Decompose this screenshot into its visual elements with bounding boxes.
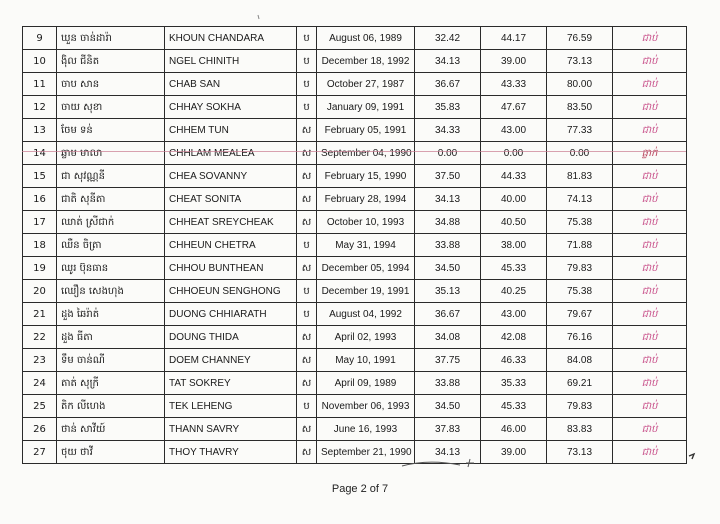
score-2: 46.00 [481, 418, 547, 441]
result-mark: ជាប់ [613, 234, 687, 257]
result-mark: ជាប់ [613, 441, 687, 464]
khmer-name: ជាតិ សុនីតា [57, 188, 165, 211]
latin-name: KHOUN CHANDARA [165, 27, 297, 50]
row-number: 10 [23, 50, 57, 73]
khmer-name: ឆ្លាម មាលា [57, 142, 165, 165]
total-score: 73.13 [547, 50, 613, 73]
date-of-birth: November 06, 1993 [317, 395, 415, 418]
total-score: 73.13 [547, 441, 613, 464]
score-2: 43.00 [481, 303, 547, 326]
table-row [23, 73, 687, 96]
result-mark: ជាប់ [613, 165, 687, 188]
score-1: 35.13 [415, 280, 481, 303]
row-number: 11 [23, 73, 57, 96]
gender: ប [297, 280, 317, 303]
table-row [23, 257, 687, 280]
total-score: 76.59 [547, 27, 613, 50]
latin-name: CHHEAT SREYCHEAK [165, 211, 297, 234]
latin-name: CHAB SAN [165, 73, 297, 96]
khmer-name: ឃួន ចាន់ដារ៉ា [57, 27, 165, 50]
result-mark: ជាប់ [613, 372, 687, 395]
date-of-birth: May 31, 1994 [317, 234, 415, 257]
date-of-birth: October 27, 1987 [317, 73, 415, 96]
handwritten-scribble [400, 457, 490, 469]
latin-name: CHHOEUN SENGHONG [165, 280, 297, 303]
page-number: Page 2 of 7 [331, 483, 389, 495]
score-2: 39.00 [481, 441, 547, 464]
gender: ប [297, 96, 317, 119]
row-number: 21 [23, 303, 57, 326]
score-1: 34.13 [415, 441, 481, 464]
latin-name: DOUNG THIDA [165, 326, 297, 349]
date-of-birth: September 21, 1990 [317, 441, 415, 464]
latin-name: NGEL CHINITH [165, 50, 297, 73]
date-of-birth: October 10, 1993 [317, 211, 415, 234]
score-1: 32.42 [415, 27, 481, 50]
latin-name: CHEA SOVANNY [165, 165, 297, 188]
score-2: 47.67 [481, 96, 547, 119]
gender: ប [297, 50, 317, 73]
date-of-birth: December 18, 1992 [317, 50, 415, 73]
row-number: 26 [23, 418, 57, 441]
table-row [23, 372, 687, 395]
score-2: 46.33 [481, 349, 547, 372]
khmer-name: ដួង ឆៃរ៉ាត់ [57, 303, 165, 326]
gender: ប [297, 234, 317, 257]
row-number: 14 [23, 142, 57, 165]
score-2: 40.50 [481, 211, 547, 234]
row-number: 18 [23, 234, 57, 257]
date-of-birth: April 09, 1989 [317, 372, 415, 395]
gender: ស [297, 142, 317, 165]
date-of-birth: December 05, 1994 [317, 257, 415, 280]
latin-name: DOEM CHANNEY [165, 349, 297, 372]
total-score: 84.08 [547, 349, 613, 372]
student-results-table [22, 26, 687, 464]
score-1: 37.75 [415, 349, 481, 372]
table-row [23, 418, 687, 441]
score-2: 43.00 [481, 119, 547, 142]
score-2: 44.17 [481, 27, 547, 50]
row-number: 15 [23, 165, 57, 188]
date-of-birth: April 02, 1993 [317, 326, 415, 349]
score-1: 36.67 [415, 73, 481, 96]
gender: ស [297, 372, 317, 395]
khmer-name: ឈឿន សេងហុង [57, 280, 165, 303]
latin-name: CHHAY SOKHA [165, 96, 297, 119]
total-score: 81.83 [547, 165, 613, 188]
row-number: 23 [23, 349, 57, 372]
total-score: 75.38 [547, 211, 613, 234]
row-number: 24 [23, 372, 57, 395]
khmer-name: ទឹម ចាន់ណី [57, 349, 165, 372]
table-row [23, 119, 687, 142]
khmer-name: តិក លីហេង [57, 395, 165, 418]
total-score: 76.16 [547, 326, 613, 349]
ink-mark [257, 14, 263, 20]
result-mark: ជាប់ [613, 119, 687, 142]
result-mark: ជាប់ [613, 96, 687, 119]
score-1: 33.88 [415, 372, 481, 395]
score-1: 0.00 [415, 142, 481, 165]
score-1: 34.50 [415, 257, 481, 280]
score-2: 45.33 [481, 257, 547, 280]
score-1: 34.50 [415, 395, 481, 418]
table-row [23, 96, 687, 119]
row-number: 9 [23, 27, 57, 50]
date-of-birth: September 04, 1990 [317, 142, 415, 165]
latin-name: CHHEM TUN [165, 119, 297, 142]
date-of-birth: February 15, 1990 [317, 165, 415, 188]
gender: ស [297, 257, 317, 280]
khmer-name: ចែម ទន់ [57, 119, 165, 142]
table-row [23, 50, 687, 73]
khmer-name: ជា សុវណ្ណនី [57, 165, 165, 188]
table-row [23, 441, 687, 464]
latin-name: CHEAT SONITA [165, 188, 297, 211]
row-number: 19 [23, 257, 57, 280]
date-of-birth: June 16, 1993 [317, 418, 415, 441]
score-2: 0.00 [481, 142, 547, 165]
result-mark: ជាប់ [613, 395, 687, 418]
khmer-name: ឈូរ ប៊ុនធាន [57, 257, 165, 280]
total-score: 75.38 [547, 280, 613, 303]
khmer-name: ដួង ធីតា [57, 326, 165, 349]
score-2: 42.08 [481, 326, 547, 349]
total-score: 0.00 [547, 142, 613, 165]
row-number: 25 [23, 395, 57, 418]
date-of-birth: January 09, 1991 [317, 96, 415, 119]
table-row [23, 211, 687, 234]
latin-name: CHHEUN CHETRA [165, 234, 297, 257]
gender: ស [297, 441, 317, 464]
gender: ស [297, 188, 317, 211]
date-of-birth: August 04, 1992 [317, 303, 415, 326]
table-row [23, 280, 687, 303]
gender: ស [297, 119, 317, 142]
gender: ស [297, 326, 317, 349]
latin-name: CHHOU BUNTHEAN [165, 257, 297, 280]
khmer-name: តាត់ សុក្រី [57, 372, 165, 395]
score-1: 34.08 [415, 326, 481, 349]
row-number: 22 [23, 326, 57, 349]
total-score: 69.21 [547, 372, 613, 395]
row-number: 13 [23, 119, 57, 142]
khmer-name: ចាយ សុខា [57, 96, 165, 119]
result-mark: ជាប់ [613, 418, 687, 441]
date-of-birth: December 19, 1991 [317, 280, 415, 303]
latin-name: THANN SAVRY [165, 418, 297, 441]
score-2: 40.25 [481, 280, 547, 303]
score-1: 34.13 [415, 50, 481, 73]
score-1: 37.83 [415, 418, 481, 441]
total-score: 77.33 [547, 119, 613, 142]
table-row [23, 349, 687, 372]
ink-dot [688, 451, 696, 461]
page-footer [0, 483, 720, 495]
khmer-name: ង៉ិល ជីនិត [57, 50, 165, 73]
score-2: 38.00 [481, 234, 547, 257]
score-2: 43.33 [481, 73, 547, 96]
total-score: 79.83 [547, 257, 613, 280]
table-row [23, 303, 687, 326]
total-score: 83.83 [547, 418, 613, 441]
row-number: 16 [23, 188, 57, 211]
date-of-birth: February 28, 1994 [317, 188, 415, 211]
latin-name: TEK LEHENG [165, 395, 297, 418]
latin-name: DUONG CHHIARATH [165, 303, 297, 326]
latin-name: TAT SOKREY [165, 372, 297, 395]
total-score: 74.13 [547, 188, 613, 211]
gender: ស [297, 165, 317, 188]
row-number: 12 [23, 96, 57, 119]
table-row [23, 165, 687, 188]
table-row [23, 188, 687, 211]
score-1: 33.88 [415, 234, 481, 257]
total-score: 83.50 [547, 96, 613, 119]
gender: ប [297, 303, 317, 326]
total-score: 71.88 [547, 234, 613, 257]
khmer-name: ចាប សាន [57, 73, 165, 96]
date-of-birth: August 06, 1989 [317, 27, 415, 50]
score-1: 34.13 [415, 188, 481, 211]
table-row [23, 142, 687, 165]
table-row [23, 234, 687, 257]
gender: ប [297, 27, 317, 50]
date-of-birth: May 10, 1991 [317, 349, 415, 372]
result-mark: ជាប់ [613, 50, 687, 73]
gender: ស [297, 418, 317, 441]
khmer-name: ថុយ ថាវី [57, 441, 165, 464]
score-1: 36.67 [415, 303, 481, 326]
result-mark: ជាប់ [613, 188, 687, 211]
result-mark: ជាប់ [613, 303, 687, 326]
score-2: 35.33 [481, 372, 547, 395]
row-number: 20 [23, 280, 57, 303]
score-1: 35.83 [415, 96, 481, 119]
result-mark: ជាប់ [613, 349, 687, 372]
date-of-birth: February 05, 1991 [317, 119, 415, 142]
khmer-name: ឈឺន ចិត្រា [57, 234, 165, 257]
score-2: 40.00 [481, 188, 547, 211]
gender: ប [297, 73, 317, 96]
table-body [23, 27, 687, 464]
gender: ស [297, 349, 317, 372]
score-1: 34.33 [415, 119, 481, 142]
score-1: 34.88 [415, 211, 481, 234]
latin-name: THOY THAVRY [165, 441, 297, 464]
table-row [23, 395, 687, 418]
table-row [23, 27, 687, 50]
strike-through-line [22, 151, 686, 152]
score-1: 37.50 [415, 165, 481, 188]
total-score: 80.00 [547, 73, 613, 96]
gender: ប [297, 395, 317, 418]
result-mark: ជាប់ [613, 73, 687, 96]
total-score: 79.83 [547, 395, 613, 418]
gender: ស [297, 211, 317, 234]
result-mark: ធ្លាក់ [613, 142, 687, 165]
score-2: 45.33 [481, 395, 547, 418]
row-number: 17 [23, 211, 57, 234]
result-mark: ជាប់ [613, 27, 687, 50]
row-number: 27 [23, 441, 57, 464]
result-mark: ជាប់ [613, 211, 687, 234]
score-2: 44.33 [481, 165, 547, 188]
result-mark: ជាប់ [613, 280, 687, 303]
khmer-name: ឈាត់ ស្រីជាក់ [57, 211, 165, 234]
khmer-name: ថាន់ សាវីយ៍ [57, 418, 165, 441]
score-2: 39.00 [481, 50, 547, 73]
result-mark: ជាប់ [613, 257, 687, 280]
total-score: 79.67 [547, 303, 613, 326]
result-mark: ជាប់ [613, 326, 687, 349]
latin-name: CHHLAM MEALEA [165, 142, 297, 165]
table-row [23, 326, 687, 349]
